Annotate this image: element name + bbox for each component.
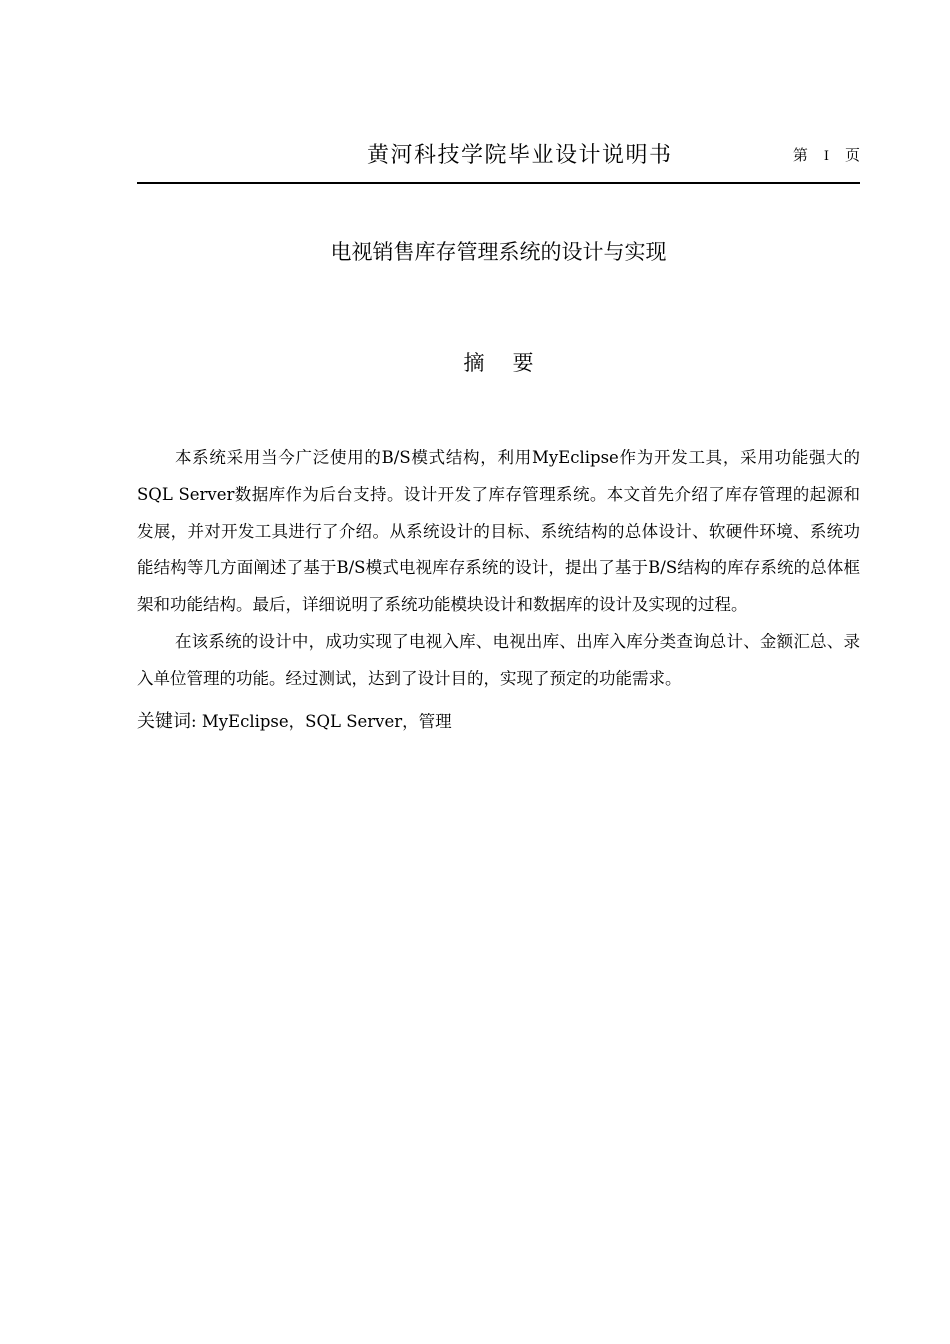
page-suffix: 页 bbox=[844, 146, 860, 164]
abstract-heading-char-1: 摘 bbox=[463, 351, 485, 375]
keywords-separator: : bbox=[191, 711, 197, 731]
page-header bbox=[137, 128, 860, 184]
keywords-line bbox=[137, 704, 860, 740]
document-title: 电视销售库存管理系统的设计与实现 bbox=[330, 240, 667, 264]
page-number-value: I bbox=[823, 149, 829, 164]
keywords-list: MyEclipse，SQL Server，管理 bbox=[201, 711, 452, 731]
abstract-heading-char-2: 要 bbox=[512, 351, 534, 375]
abstract-heading bbox=[137, 347, 860, 377]
abstract-paragraph-1: 本系统采用当今广泛使用的B/S模式结构，利用MyEclipse作为开发工具，采用功能强大的SQL Server数据库作为后台支持。设计开发了库存管理系统。本文首先介绍了库存管理的起源和发展，并对开发工具进行了介绍。从系统设计的目标、系统结构的总体设计、软硬件环境、系统功能结构等几方面阐述了基于B/S模式电视库存系统的设计，提出了基于B/S结构的库存系统的总体框架和功能结构。最后，详细说明了系统功能模块设计和数据库的设计及实现的过程。 bbox=[137, 448, 860, 615]
keywords-label: 关键词 bbox=[137, 710, 191, 732]
header-title: 黄河科技学院毕业设计说明书 bbox=[367, 143, 673, 168]
page-prefix: 第 bbox=[792, 146, 808, 164]
page-number bbox=[793, 144, 860, 165]
abstract-paragraph-2: 在该系统的设计中，成功实现了电视入库、电视出库、出库入库分类查询总计、金额汇总、录入单位管理的功能。经过测试，达到了设计目的，实现了预定的功能需求。 bbox=[137, 631, 860, 688]
abstract-body bbox=[137, 440, 860, 740]
